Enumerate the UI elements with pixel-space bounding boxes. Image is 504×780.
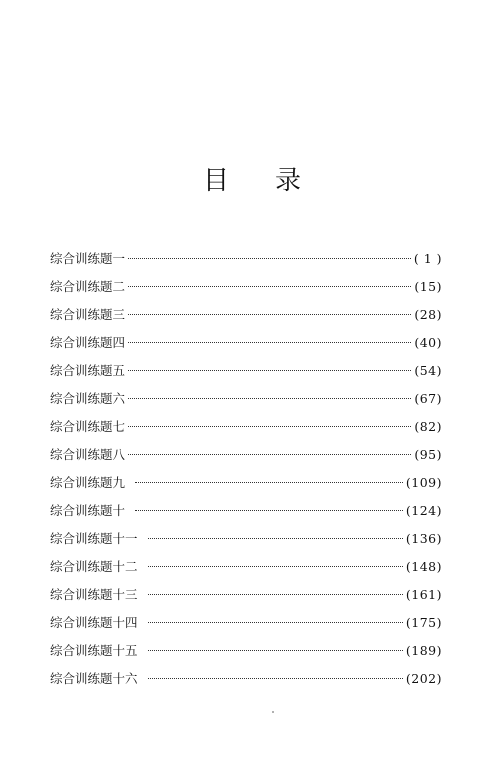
toc-entry-page: (95) <box>414 446 442 462</box>
title-char-2: 录 <box>275 166 302 196</box>
toc-entry-page: (40) <box>414 334 442 350</box>
toc-entry-page: (124) <box>405 502 442 518</box>
toc-entry-label: 综合训练题七 <box>50 419 126 434</box>
toc-entry-page: (67) <box>414 390 442 406</box>
toc-entry-label: 综合训练题三 <box>50 307 126 322</box>
toc-entry-page: (54) <box>414 362 442 378</box>
toc-entry-label: 综合训练题九 <box>50 475 126 490</box>
toc-entry-label: 综合训练题六 <box>50 391 126 406</box>
toc-entry[interactable] <box>50 584 442 604</box>
toc-entry[interactable] <box>50 472 442 492</box>
toc-leader-dots <box>148 668 403 688</box>
toc-leader-dots <box>148 612 403 632</box>
toc-entry[interactable] <box>50 416 442 436</box>
toc-entry-label: 综合训练题十二 <box>50 559 138 574</box>
toc-entry-page: (202) <box>405 670 442 686</box>
toc-leader-dots <box>128 360 411 380</box>
toc-entry-label: 综合训练题十 <box>50 503 126 518</box>
toc-entry-label: 综合训练题二 <box>50 279 126 294</box>
toc-entry[interactable] <box>50 640 442 660</box>
toc-leader-dots <box>148 556 403 576</box>
toc-entry-label: 综合训练题十三 <box>50 587 138 602</box>
toc-entry-label: 综合训练题十四 <box>50 615 138 630</box>
page-title <box>0 160 504 197</box>
toc-entry-page: (189) <box>405 642 442 658</box>
toc-entry-label: 综合训练题四 <box>50 335 126 350</box>
toc-entry-label: 综合训练题五 <box>50 363 126 378</box>
toc-entry-page: (175) <box>405 614 442 630</box>
title-char-1: 目 <box>202 166 229 196</box>
toc-entry-page: ( 1 ) <box>413 250 442 266</box>
toc-entry[interactable] <box>50 500 442 520</box>
toc-entry[interactable] <box>50 556 442 576</box>
toc-entry-label: 综合训练题十一 <box>50 531 138 546</box>
toc-leader-dots <box>128 248 411 268</box>
print-speck <box>272 711 274 713</box>
toc-leader-dots <box>128 304 411 324</box>
toc-entry-page: (161) <box>405 586 442 602</box>
toc-entry-page: (15) <box>414 278 442 294</box>
toc-entry-page: (148) <box>405 558 442 574</box>
toc-entry-label: 综合训练题八 <box>50 447 126 462</box>
toc-entry-label: 综合训练题十五 <box>50 643 138 658</box>
toc-entry[interactable] <box>50 528 442 548</box>
toc-leader-dots <box>148 640 403 660</box>
toc-entry-page: (109) <box>405 474 442 490</box>
toc-entry[interactable] <box>50 248 442 268</box>
toc-leader-dots <box>148 584 403 604</box>
toc-entry-label: 综合训练题一 <box>50 251 126 266</box>
toc-leader-dots <box>128 332 411 352</box>
toc-leader-dots <box>128 276 411 296</box>
toc-leader-dots <box>128 416 411 436</box>
toc-entry-page: (28) <box>414 306 442 322</box>
toc-entry[interactable] <box>50 304 442 324</box>
toc-entry[interactable] <box>50 668 442 688</box>
toc-entry-label: 综合训练题十六 <box>50 671 138 686</box>
toc-entry[interactable] <box>50 276 442 296</box>
toc-leader-dots <box>135 500 403 520</box>
toc-entry[interactable] <box>50 444 442 464</box>
toc-entry[interactable] <box>50 612 442 632</box>
toc-leader-dots <box>148 528 403 548</box>
toc-entry-page: (82) <box>414 418 442 434</box>
toc-entry[interactable] <box>50 360 442 380</box>
toc-entry[interactable] <box>50 332 442 352</box>
toc-leader-dots <box>128 444 411 464</box>
toc-leader-dots <box>128 388 411 408</box>
toc-entry-page: (136) <box>405 530 442 546</box>
toc-leader-dots <box>135 472 403 492</box>
toc-entry[interactable] <box>50 388 442 408</box>
